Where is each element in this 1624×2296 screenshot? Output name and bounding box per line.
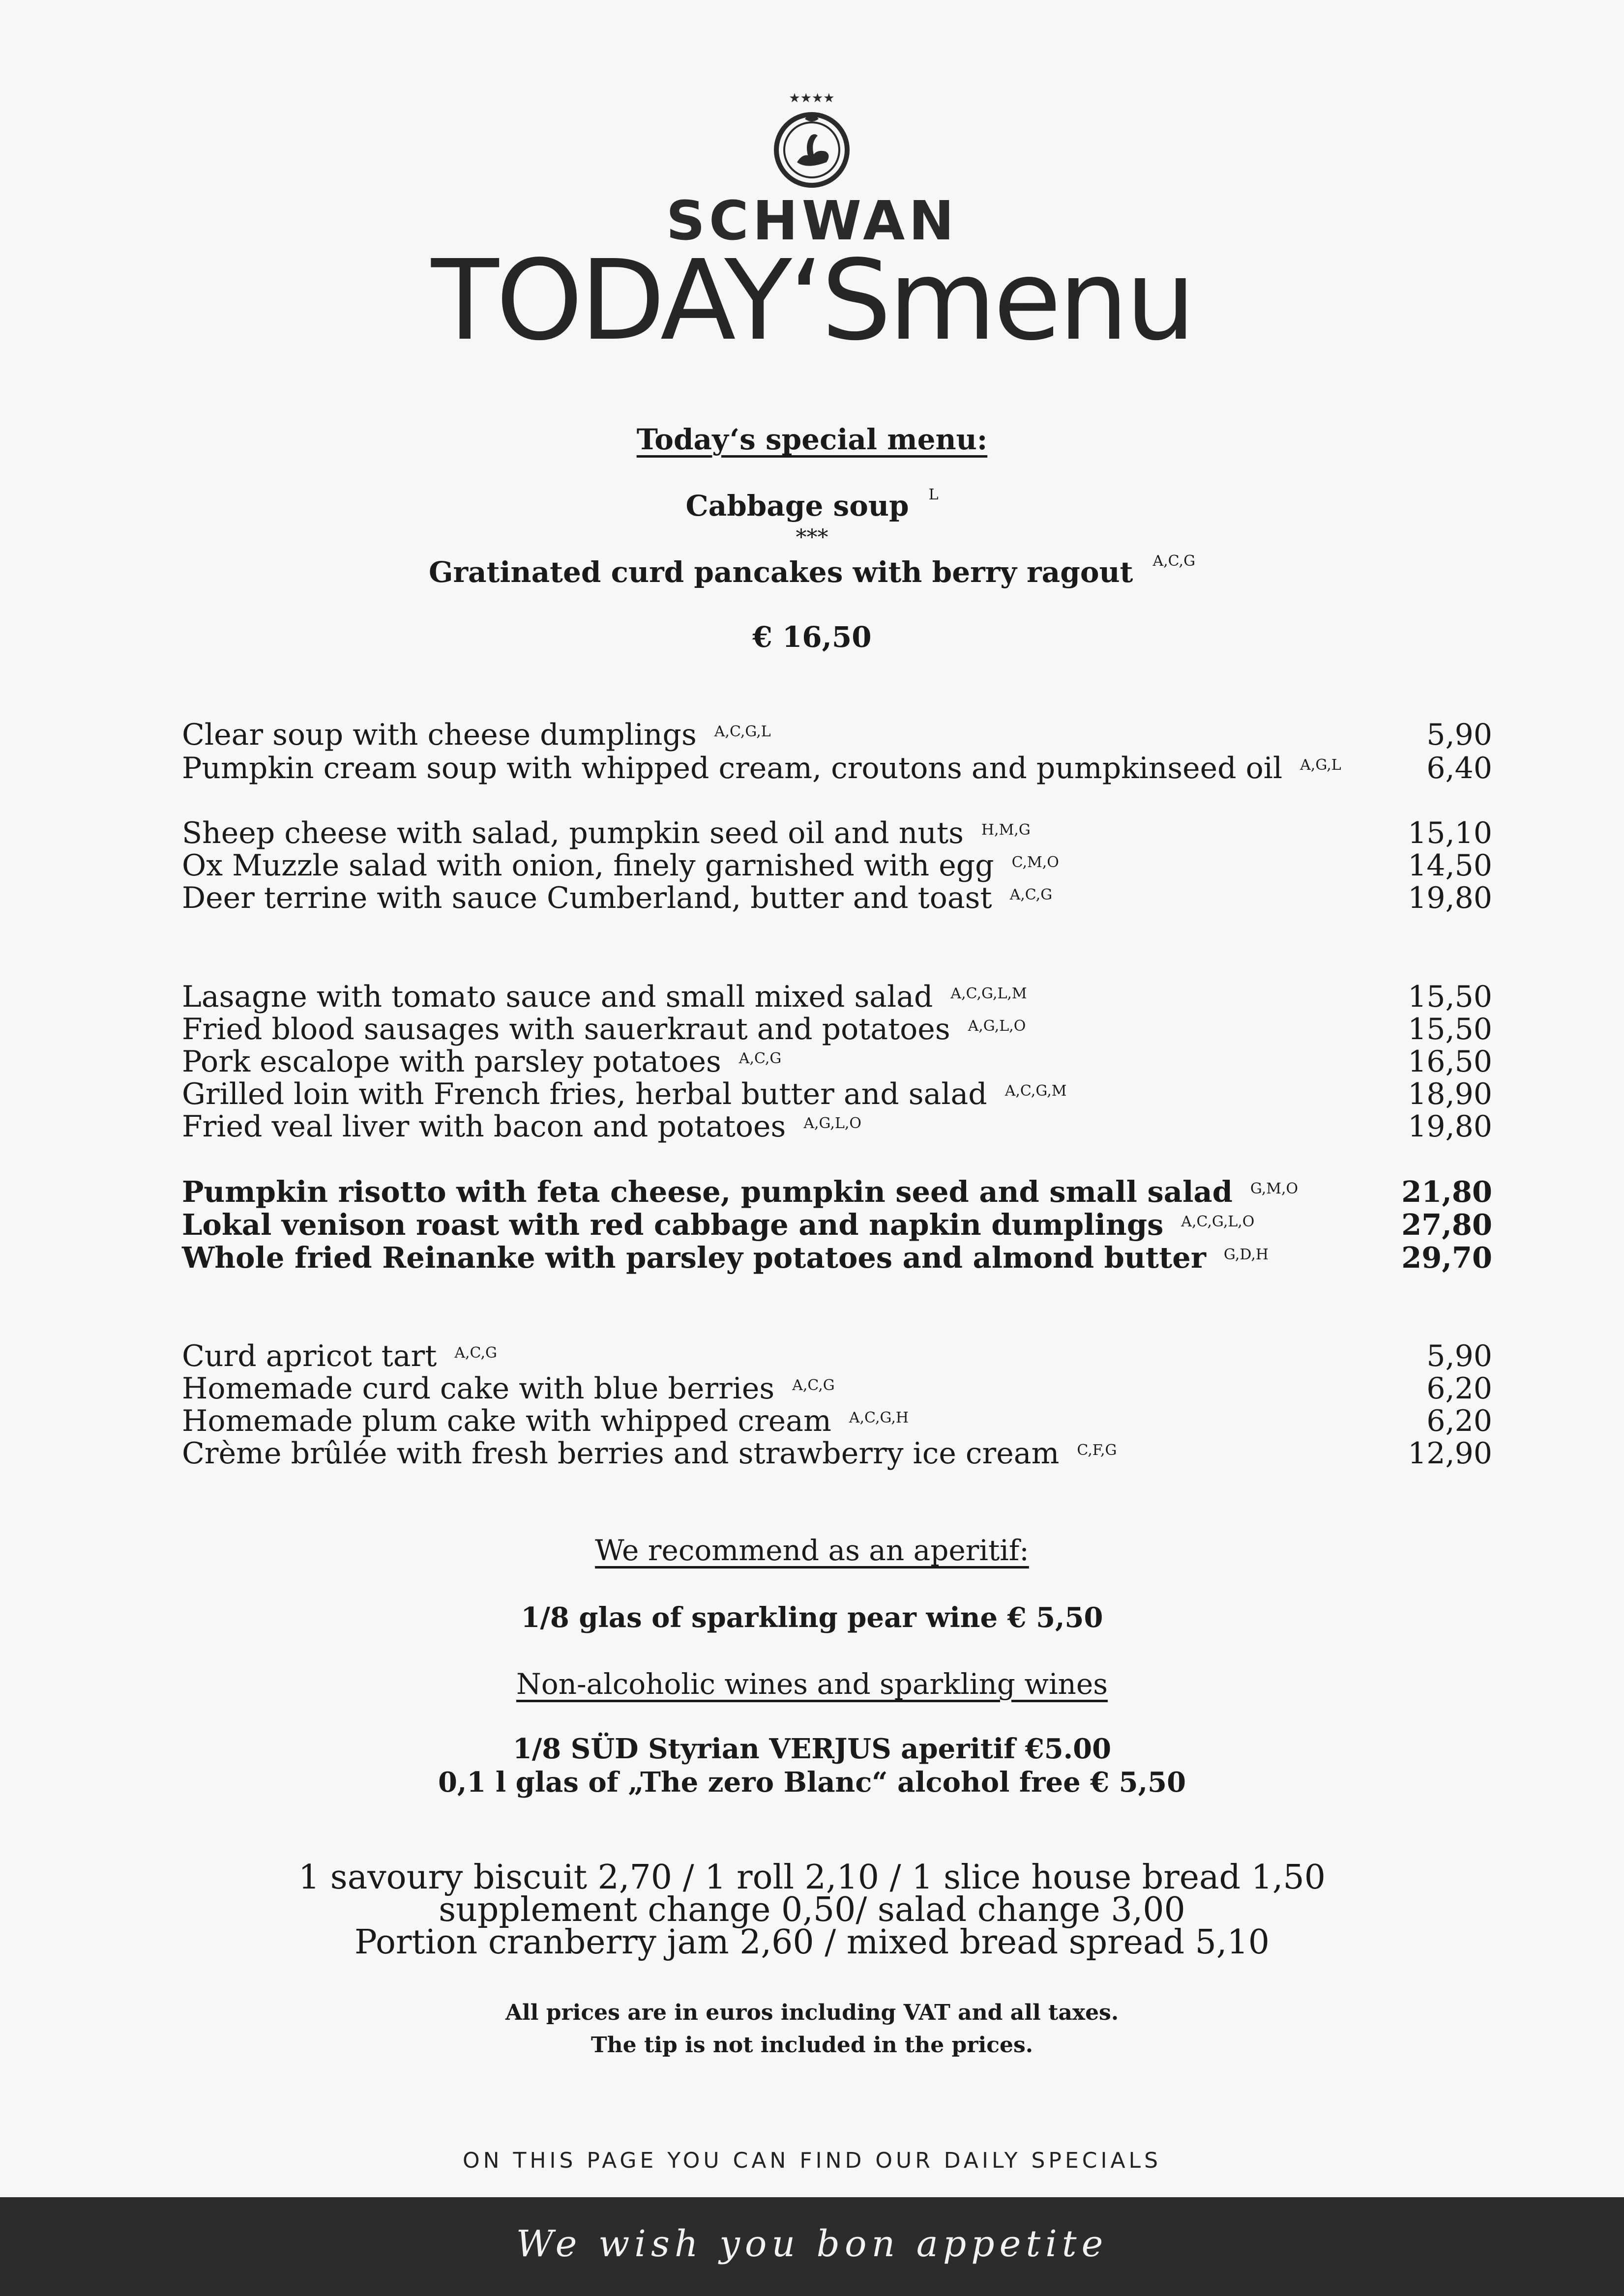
menu-row (182, 980, 1492, 1014)
menu-row (182, 1241, 1492, 1275)
menu-row (182, 1371, 1492, 1406)
footer-text: We wish you bon appetite (516, 2223, 1108, 2265)
menu-row (182, 1012, 1492, 1046)
dish-label: Grilled loin with French fries, herbal butter and salad (182, 1077, 987, 1111)
menu-row (182, 1045, 1492, 1079)
swan-logo-icon (763, 88, 861, 192)
allergen-codes: A,C,G,L,O (1181, 1213, 1255, 1230)
menu-row (182, 881, 1492, 915)
dish-price: 19,80 (1408, 881, 1492, 915)
brand-name: SCHWAN (666, 189, 958, 252)
dish-price: 16,50 (1408, 1045, 1492, 1079)
dish-label: Fried veal liver with bacon and potatoes (182, 1109, 786, 1144)
dish-label: Whole fried Reinanke with parsley potatoes and almond butter (182, 1241, 1206, 1275)
allergen-codes: A,C,G,H (849, 1409, 909, 1426)
nonalcoholic-heading: Non-alcoholic wines and sparkling wines (516, 1667, 1108, 1701)
extras-line: Portion cranberry jam 2,60 / mixed bread spread 5,10 (354, 1923, 1270, 1962)
dish-price: 6,40 (1426, 751, 1492, 785)
allergen-codes: A,G,L (1300, 756, 1341, 774)
dish-label: Pumpkin risotto with feta cheese, pumpkin seed and small salad (182, 1175, 1233, 1209)
vat-note: All prices are in euros including VAT and all taxes. (505, 2000, 1119, 2025)
extras-line: supplement change 0,50/ salad change 3,00 (439, 1890, 1185, 1929)
dish-price: 15,50 (1408, 980, 1492, 1014)
dish-label: Lokal venison roast with red cabbage and napkin dumplings (182, 1208, 1164, 1242)
allergen-codes: A,C,G (454, 1344, 497, 1362)
allergen-codes: A,G,L,O (968, 1017, 1026, 1035)
dish-label: Curd apricot tart (182, 1339, 437, 1373)
allergen-codes: A,G,L,O (803, 1115, 861, 1132)
allergen-codes: L (928, 486, 939, 503)
special-main-label: Gratinated curd pancakes with berry ragout (428, 555, 1133, 589)
dish-price: 14,50 (1408, 848, 1492, 883)
dish-label: Crème brûlée with fresh berries and strawberry ice cream (182, 1436, 1060, 1471)
page-title: TODAY‘Smenu (431, 236, 1193, 365)
nonalcoholic-item: 0,1 l glas of „The zero Blanc“ alcohol free € 5,50 (438, 1766, 1186, 1799)
allergen-codes: G,M,O (1250, 1180, 1299, 1197)
dish-price: 12,90 (1408, 1436, 1492, 1471)
allergen-codes: G,D,H (1223, 1246, 1269, 1263)
special-heading: Today‘s special menu: (636, 423, 988, 456)
menu-row (182, 751, 1492, 785)
allergen-codes: A,C,G,M (1004, 1082, 1067, 1100)
dish-label: Sheep cheese with salad, pumpkin seed oil and nuts (182, 816, 964, 850)
svg-text:★★★★: ★★★★ (789, 91, 835, 106)
menu-row (182, 848, 1492, 883)
special-soup-label: Cabbage soup (685, 489, 909, 523)
nonalcoholic-item: 1/8 SÜD Styrian VERJUS aperitif €5.00 (512, 1733, 1112, 1765)
allergen-codes: A,C,G (792, 1377, 835, 1394)
special-main (0, 552, 1624, 589)
extras-line: 1 savoury biscuit 2,70 / 1 roll 2,10 / 1 slice house bread 1,50 (298, 1858, 1326, 1897)
allergen-codes: C,M,O (1011, 854, 1059, 871)
menu-row (182, 1175, 1492, 1209)
special-price: € 16,50 (752, 620, 872, 654)
special-soup (0, 486, 1624, 523)
menu-row (182, 1404, 1492, 1438)
dish-price: 6,20 (1426, 1371, 1492, 1406)
dish-label: Clear soup with cheese dumplings (182, 718, 697, 752)
allergen-codes: H,M,G (981, 821, 1031, 839)
daily-specials-note: ON THIS PAGE YOU CAN FIND OUR DAILY SPECIALS (462, 2148, 1162, 2173)
dish-price: 15,50 (1408, 1012, 1492, 1046)
allergen-codes: C,F,G (1077, 1442, 1117, 1459)
menu-row (182, 816, 1492, 850)
dish-price: 29,70 (1401, 1241, 1492, 1275)
aperitif-heading: We recommend as an aperitif: (595, 1534, 1029, 1567)
footer-banner (0, 2197, 1624, 2296)
dish-price: 15,10 (1408, 816, 1492, 850)
aperitif-item: 1/8 glas of sparkling pear wine € 5,50 (521, 1601, 1103, 1634)
allergen-codes: A,C,G (738, 1050, 782, 1067)
dish-label: Deer terrine with sauce Cumberland, butter and toast (182, 881, 992, 915)
menu-row (182, 1077, 1492, 1111)
dish-label: Homemade curd cake with blue berries (182, 1371, 775, 1406)
menu-row (182, 1109, 1492, 1144)
dish-price: 19,80 (1408, 1109, 1492, 1144)
tip-note: The tip is not included in the prices. (591, 2033, 1033, 2058)
menu-row (182, 1339, 1492, 1373)
dish-label: Lasagne with tomato sauce and small mixed salad (182, 980, 933, 1014)
allergen-codes: A,C,G (1009, 886, 1053, 903)
dish-price: 18,90 (1408, 1077, 1492, 1111)
dish-label: Homemade plum cake with whipped cream (182, 1404, 831, 1438)
dish-label: Pork escalope with parsley potatoes (182, 1045, 721, 1079)
dish-label: Pumpkin cream soup with whipped cream, croutons and pumpkinseed oil (182, 751, 1283, 785)
dish-price: 5,90 (1426, 1339, 1492, 1373)
menu-row (182, 718, 1492, 752)
dish-price: 6,20 (1426, 1404, 1492, 1438)
allergen-codes: A,C,G,L (714, 723, 771, 740)
special-separator: *** (796, 525, 828, 550)
dish-label: Fried blood sausages with sauerkraut and potatoes (182, 1012, 950, 1046)
menu-row (182, 1208, 1492, 1242)
dish-price: 5,90 (1426, 718, 1492, 752)
dish-price: 27,80 (1401, 1208, 1492, 1242)
menu-row (182, 1436, 1492, 1471)
allergen-codes: A,C,G,L,M (950, 985, 1027, 1002)
dish-price: 21,80 (1401, 1175, 1492, 1209)
allergen-codes: A,C,G (1152, 552, 1196, 570)
dish-label: Ox Muzzle salad with onion, finely garnished with egg (182, 848, 994, 883)
